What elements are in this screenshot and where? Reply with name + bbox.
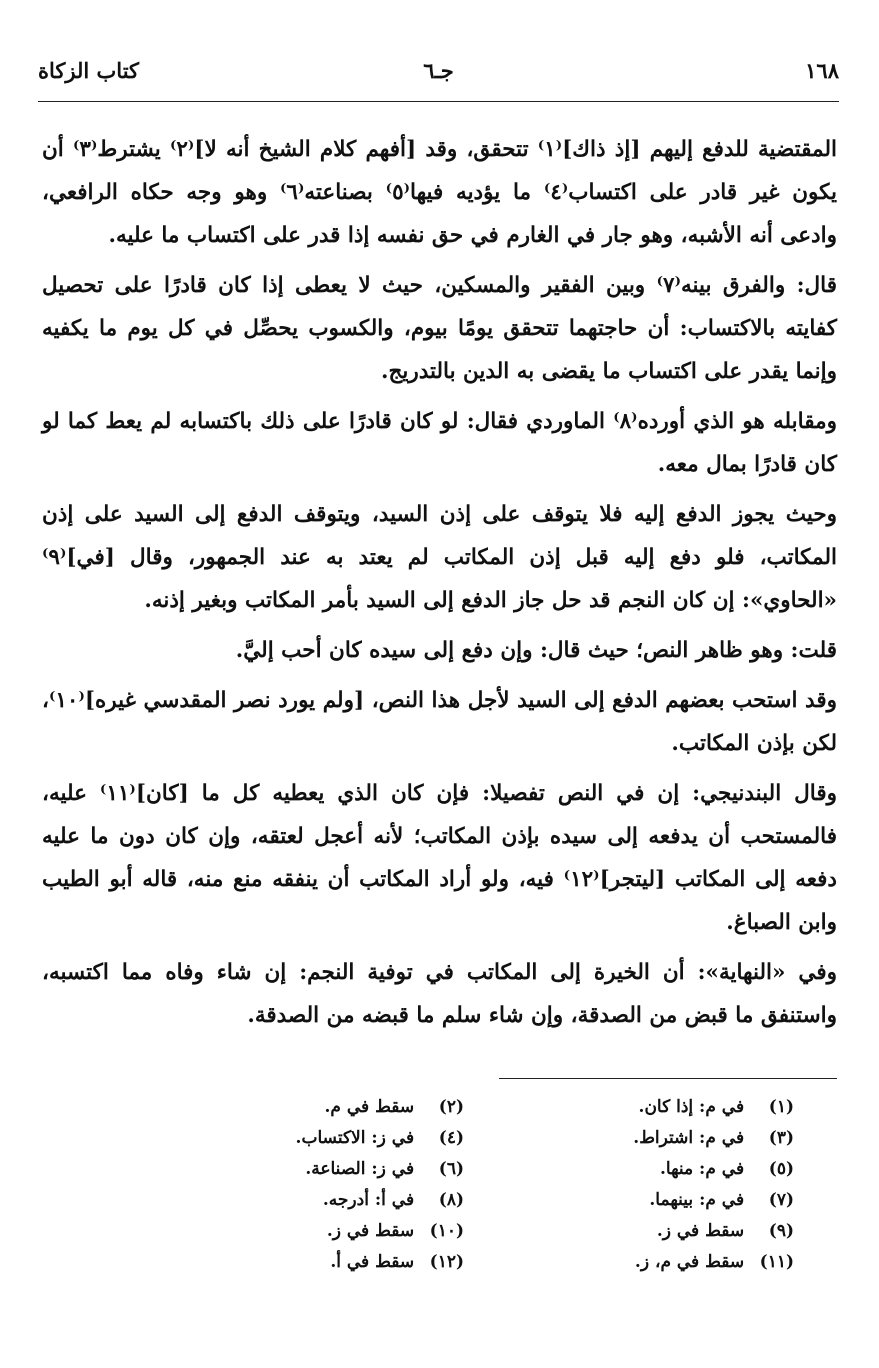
paragraph: المقتضية للدفع إليهم [إذ ذاك]⁽١⁾ تتحقق، وقد [أفهم كلام الشيخ أنه لا]⁽٢⁾ يشترط⁽٣⁾ أن يكون غير قادر على اكتساب⁽٤⁾ ما يؤديه فيها⁽٥⁾ بصناعته⁽٦⁾ وهو وجه حكاه الرافعي، وادعى أنه الأشبه، وهو جار في الغارم في حق نفسه إذا قدر على اكتساب ما عليه. (42, 137, 838, 248)
footnote-number: (١١) (759, 1252, 794, 1272)
footnote-text: سقط في ز. (656, 1221, 745, 1241)
footnote-number: (٨) (438, 1190, 464, 1210)
footnote-text: سقط في ز. (326, 1221, 415, 1241)
footnote-text: في ز: الاكتساب. (295, 1128, 415, 1148)
footnote-text: في ز: الصناعة. (305, 1159, 415, 1179)
footnote-text: سقط في أ. (330, 1252, 415, 1272)
footnote-number: (٩) (768, 1221, 794, 1241)
footnote-text: في م: بينهما. (649, 1190, 745, 1210)
footnote (464, 1125, 794, 1152)
book-title: كتاب الزكاة (38, 58, 140, 83)
footnote-number: (٤) (438, 1128, 464, 1148)
main-text (42, 128, 837, 1044)
footnote-text: في أ: أدرجه. (322, 1190, 415, 1210)
footnote (464, 1094, 794, 1121)
footnote (134, 1094, 464, 1121)
footnote-text: سقط في م، ز. (634, 1252, 745, 1272)
paragraph: وفي «النهاية»: أن الخيرة إلى المكاتب في توفية النجم: إن شاء وفاه مما اكتسبه، واستنفق ما قبض من الصدقة، وإن شاء سلم ما قبضه من الصدقة. (42, 960, 837, 1028)
footnote-number: (٦) (438, 1159, 464, 1179)
footnote-text: سقط في م. (324, 1097, 415, 1117)
paragraph: وقد استحب بعضهم الدفع إلى السيد لأجل هذا النص، [ولم يورد نصر المقدسي غيره]⁽١٠⁾، لكن بإذن المكاتب. (42, 688, 837, 756)
header-divider (38, 101, 839, 102)
page-number: ١٦٨ (805, 58, 839, 83)
footnote-text: في م: إذا كان. (638, 1097, 745, 1117)
footnote (134, 1249, 464, 1276)
footnote-number: (٧) (768, 1190, 794, 1210)
footnote-divider (499, 1078, 837, 1079)
footnote (464, 1249, 794, 1276)
footnote-number: (٣) (768, 1128, 794, 1148)
footnote (464, 1218, 794, 1245)
footnote-number: (١) (768, 1097, 794, 1117)
footnote-number: (١٢) (429, 1252, 464, 1272)
paragraph: قلت: وهو ظاهر النص؛ حيث قال: وإن دفع إلى سيده كان أحب إليَّ. (235, 638, 837, 663)
footnote (134, 1156, 464, 1183)
footnotes (134, 1094, 794, 1276)
footnote-number: (٥) (768, 1159, 794, 1179)
paragraph: وقال البندنيجي: إن في النص تفصيلا: فإن كان الذي يعطيه كل ما [كان]⁽١١⁾ عليه، فالمستحب أن يدفعه إلى سيده بإذن المكاتب؛ لأنه أعجل لعتقه، وإن كان دون ما عليه دفعه إلى المكاتب [ليتجر]⁽١٢⁾ فيه، ولو أراد المكاتب أن ينفقه منع منه، قاله أبو الطيب وابن الصباغ. (42, 781, 837, 935)
paragraph: وحيث يجوز الدفع إليه فلا يتوقف على إذن السيد، ويتوقف الدفع إلى السيد على إذن المكاتب، فلو دفع إليه قبل إذن المكاتب لم يعتد به عند الجمهور، وقال [في]⁽٩⁾ «الحاوي»: إن كان النجم قد حل جاز الدفع إلى السيد بأمر المكاتب وبغير إذنه. (42, 502, 837, 613)
footnote-text: في م: اشتراط. (633, 1128, 745, 1148)
footnote-number: (١٠) (429, 1221, 464, 1241)
paragraph: ومقابله هو الذي أورده⁽٨⁾ الماوردي فقال: لو كان قادرًا على ذلك باكتسابه لم يعط كما لو كان قادرًا بمال معه. (42, 409, 837, 477)
footnote-number: (٢) (438, 1097, 464, 1117)
footnote (134, 1187, 464, 1214)
footnote-text: في م: منها. (659, 1159, 745, 1179)
footnote (464, 1156, 794, 1183)
footnote (134, 1218, 464, 1245)
volume-label: جـ٦ (423, 58, 454, 83)
footnote (134, 1125, 464, 1152)
footnote (464, 1187, 794, 1214)
running-header (38, 58, 839, 98)
paragraph: قال: والفرق بينه⁽٧⁾ وبين الفقير والمسكين، حيث لا يعطى إذا كان قادرًا على تحصيل كفايته بالاكتساب: أن حاجتهما تتحقق يومًا بيوم، والكسوب يحصِّل في كل يوم ما يكفيه وإنما يقدر على اكتساب ما يقضى به الدين بالتدريج. (42, 273, 837, 384)
